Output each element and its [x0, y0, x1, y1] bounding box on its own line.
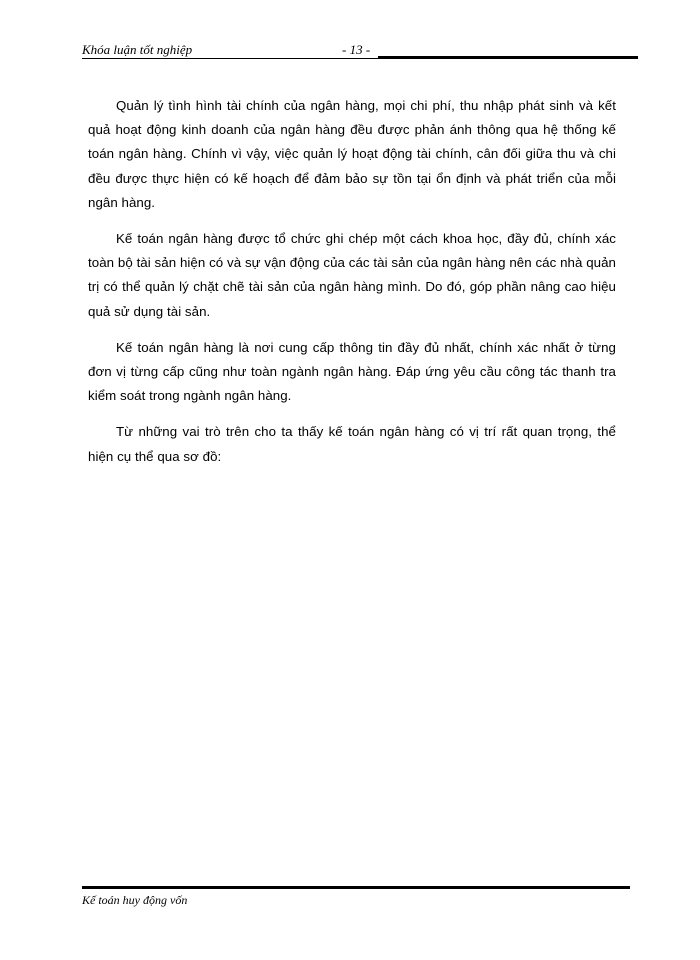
document-body: [88, 94, 616, 481]
page-number: - 13 -: [342, 42, 371, 57]
paragraph: Từ những vai trò trên cho ta thấy kế toán ngân hàng có vị trí rất quan trọng, thể hiện cụ thể qua sơ đồ:: [88, 424, 616, 464]
footer-text: Kế toán huy động vốn: [82, 893, 188, 907]
paragraph: Kế toán ngân hàng là nơi cung cấp thông tin đầy đủ nhất, chính xác nhất ở từng đơn vị từng cấp cũng như toàn ngành ngân hàng. Đáp ứng yêu cầu công tác thanh tra kiểm soát trong ngành ngân hàng.: [88, 339, 616, 404]
paragraph: Quản lý tình hình tài chính của ngân hàng, mọi chi phí, thu nhập phát sinh và kết quả hoạt động kinh doanh của ngân hàng đều được phản ánh thông qua hệ thống kế toán ngân hàng. Chính vì vậy, việc quản lý hoạt động tài chính, cân đối giữa thu và chi đều được thực hiện có kế hoạch để đảm bảo sự tồn tại ổn định và phát triển của mỗi ngân hàng.: [88, 98, 616, 210]
header-divider-thick: [378, 56, 638, 59]
footer-divider: [82, 886, 630, 889]
paragraph: Kế toán ngân hàng được tổ chức ghi chép một cách khoa học, đầy đủ, chính xác toàn bộ tài sản hiện có và sự vận động của các tài sản của ngân hàng nên các nhà quản trị có thể quản lý chặt chẽ tài sản của ngân hàng mình. Do đó, góp phần nâng cao hiệu quả sử dụng tài sản.: [88, 231, 616, 319]
header-title: Khóa luận tốt nghiệp: [82, 42, 193, 57]
page-header: [82, 40, 638, 60]
